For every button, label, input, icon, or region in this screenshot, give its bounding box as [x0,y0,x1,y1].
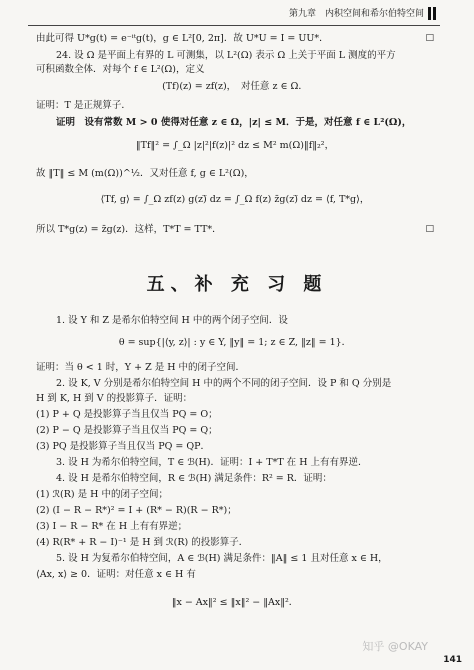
exercise-line: (2) P − Q 是投影算子当且仅当 PQ = Q； [36,425,218,436]
exercise-line: 4. 设 H 是希尔伯特空间，R ∈ ℬ(H) 满足条件：R² = R．证明： [56,473,332,484]
exercise-line: (3) PQ 是投影算子当且仅当 PQ = QP． [36,441,211,452]
text-line: 由此可得 U*g(t) = e⁻ⁱᵗg(t)，g ∈ L²[0, 2π]．故 U*U = I = UU*． [36,33,329,44]
equation-inequality: ‖x − Ax‖² ≤ ‖x‖² − ‖Ax‖²． [171,597,299,608]
exercise-line: 2. 设 K, V 分别是希尔伯特空间 H 中的两个不同的闭子空间．设 P 和 Q 分别是 [56,378,392,389]
text-line: 所以 T*g(z) = z̄g(z)．这样，T*T = TT*． [36,224,222,235]
exercise-line: (1) ℛ(R) 是 H 中的闭子空间； [36,489,168,500]
header-bars-icon [428,7,436,20]
exercise-line: (1) P + Q 是投影算子当且仅当 PQ = O； [36,409,218,420]
proof-line: 证明 设有常数 M > 0 使得对任意 z ∈ Ω，|z| ≤ M．于是，对任意 f ∈ L²(Ω)， [56,117,412,128]
chapter-title: 第九章 内积空间和希尔伯特空间 [288,9,424,19]
qed-mark: □ [425,33,434,43]
text-line: 故 ‖T‖ ≤ M (m(Ω))^½．又对任意 f, g ∈ L²(Ω)， [36,168,254,179]
exercise-line: 5. 设 H 为复希尔伯特空间，A ∈ ℬ(H) 满足条件：‖A‖ ≤ 1 且对任意 x ∈ H， [56,553,388,564]
exercise-line: ⟨Ax, x⟩ ≥ 0．证明：对任意 x ∈ H 有 [36,569,196,580]
equation-theta: θ = sup{|⟨y, z⟩| : y ∈ Y, ‖y‖ = 1; z ∈ Z, ‖z‖ = 1}． [118,337,352,348]
exercise-line: (3) I − R − R* 在 H 上有有界逆； [36,521,188,532]
watermark: 知乎 @OKAY [362,639,428,653]
exercise-line: 证明：当 θ < 1 时，Y + Z 是 H 中的闭子空间． [36,362,246,373]
exercise-line: (4) R(R* + R − I)⁻¹ 是 H 到 ℛ(R) 的投影算子． [36,537,249,548]
running-header [0,4,474,26]
qed-mark: □ [425,224,434,234]
exercise-line: (2) (I − R − R*)² = I + (R* − R)(R − R*)； [36,505,237,516]
equation-inner-product: ⟨Tf, g⟩ = ∫_Ω zf(z) g(z)̅ dz = ∫_Ω f(z) z̄g(z)̅ dz = ⟨f, T*g⟩， [100,194,370,205]
header-rule [28,25,440,26]
equation-norm: ‖Tf‖² = ∫_Ω |z|²|f(z)|² dz ≤ M² m(Ω)‖f‖₂²， [135,140,335,151]
equation-definition: (Tf)(z) = zf(z)， 对任意 z ∈ Ω． [162,81,308,92]
exercise-line: 3. 设 H 为希尔伯特空间，T ∈ ℬ(H)．证明：I + T*T 在 H 上有有界逆． [56,457,368,468]
section-title: 五、补 充 习 题 [146,274,328,295]
text-line: 可积函数全体．对每个 f ∈ L²(Ω)，定义 [36,64,205,75]
exercise-line: H 到 K, H 到 V 的投影算子．证明： [36,393,193,404]
page-number: 141 [443,655,462,666]
problem-24-line: 24. 设 Ω 是平面上有界的 L 可测集，以 L²(Ω) 表示 Ω 上关于平面 L 测度的平方 [56,50,396,61]
exercise-line: 1. 设 Y 和 Z 是希尔伯特空间 H 中的两个闭子空间．设 [56,315,288,326]
text-line: 证明：T 是正规算子． [36,100,131,111]
